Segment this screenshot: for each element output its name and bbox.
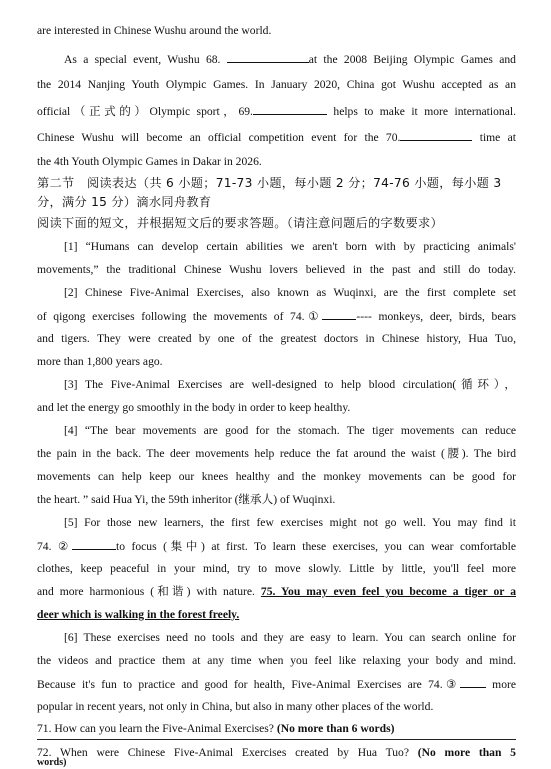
answer-blank-70[interactable] bbox=[400, 130, 472, 141]
text-line: [5] For those new learners, the first few exercises might not go well. You may find it bbox=[64, 516, 516, 529]
text-span: 74. ② bbox=[37, 540, 72, 553]
text-line: the pain in the back. The deer movements help reduce the fat around the waist (腰). The bird bbox=[37, 447, 516, 460]
answer-line-71[interactable] bbox=[37, 739, 516, 740]
text-line: the videos and practice them at any time when you feel like relaxing your body and mind. bbox=[37, 654, 516, 667]
text-span: Chinese Wushu will become an official competition event for the 70. bbox=[37, 131, 401, 144]
answer-blank-68[interactable] bbox=[227, 52, 309, 63]
section-heading: 第二节 阅读表达（共 6 小题；71-73 小题，每小题 2 分；74-76 小题，每小题 3 bbox=[37, 176, 502, 190]
question-text: 72. When were Chinese Five-Animal Exercises created by Hua Tuo? bbox=[37, 746, 409, 759]
text-line: are interested in Chinese Wushu around the world. bbox=[37, 24, 272, 37]
text-span: time at bbox=[479, 131, 516, 144]
text-line: [1] “Humans can develop certain abilities we aren't born with by practicing animals' bbox=[64, 240, 516, 253]
section-heading: 分，满分 15 分）滴水同舟教育 bbox=[37, 195, 212, 209]
text-line bbox=[37, 309, 516, 323]
text-line: [3] The Five-Animal Exercises are well-designed to help blood circulation(循环）， bbox=[64, 378, 516, 391]
word-limit: (No more than 5 bbox=[417, 746, 516, 759]
text-span: more bbox=[492, 678, 516, 691]
text-line: the 4th Youth Olympic Games in Dakar in 2026. bbox=[37, 155, 262, 168]
text-line bbox=[37, 104, 516, 118]
answer-blank-74-3[interactable] bbox=[460, 677, 486, 688]
instructions: 阅读下面的短文，并根据短文后的要求答题。（请注意问题后的字数要求） bbox=[37, 216, 443, 230]
text-span: official（正式的）Olympic sport，69. bbox=[37, 105, 253, 118]
question-72 bbox=[37, 746, 516, 759]
text-span: at the 2008 Beijing Olympic Games and bbox=[308, 53, 516, 66]
text-line: the 2014 Nanjing Youth Olympic Games. In January 2020, China got Wushu accepted as an bbox=[37, 78, 516, 91]
text-line: movements,” the traditional Chinese Wushu lovers believed in the past and still do today. bbox=[37, 263, 516, 276]
answer-blank-74-1[interactable] bbox=[322, 309, 356, 320]
translation-sentence: 75. You may even feel you become a tiger or a bbox=[260, 585, 516, 598]
text-line bbox=[37, 130, 516, 144]
text-line: popular in recent years, not only in China, but also in many other places of the world. bbox=[37, 700, 434, 713]
question-71 bbox=[37, 722, 395, 736]
text-span: and more harmonious (和谐) with nature. bbox=[37, 585, 255, 598]
text-line: [6] These exercises need no tools and they are easy to learn. You can search online for bbox=[64, 631, 516, 644]
text-line bbox=[64, 52, 516, 66]
text-line: clothes, keep peaceful in your mind, try to move slowly. Little by little, you'll feel more bbox=[37, 562, 516, 575]
text-line bbox=[37, 677, 516, 691]
answer-blank-74-2[interactable] bbox=[72, 539, 116, 550]
text-line: and tigers. They were created by one of the greatest doctors in Chinese history, Hua Tuo, bbox=[37, 332, 516, 345]
text-span: helps to make it more international. bbox=[333, 105, 516, 118]
question-text: 71. How can you learn the Five-Animal Exercises? bbox=[37, 722, 274, 735]
text-span: Because it's fun to practice and good for health, Five-Animal Exercises are 74.③ bbox=[37, 678, 460, 691]
text-span: to focus (集中) at first. To learn these exercises, you can wear comfortable bbox=[115, 540, 516, 553]
text-line: and let the energy go smoothly in the body in order to keep healthy. bbox=[37, 401, 351, 414]
text-line: [2] Chinese Five-Animal Exercises, also known as Wuqinxi, are the first complete set bbox=[64, 286, 516, 299]
word-limit-continued: words) bbox=[37, 757, 67, 768]
text-span: of qigong exercises following the movements of 74.① bbox=[37, 310, 323, 323]
text-line: movements can help keep our knees healthy and the monkey movements can be good for bbox=[37, 470, 516, 483]
text-span: ---- monkeys, deer, birds, bears bbox=[356, 310, 516, 323]
word-limit: (No more than 6 words) bbox=[276, 722, 395, 735]
text-line: the heart. ” said Hua Yi, the 59th inheritor (继承人) of Wuqinxi. bbox=[37, 493, 336, 506]
answer-blank-69[interactable] bbox=[253, 104, 327, 115]
translation-sentence: deer which is walking in the forest freely. bbox=[37, 608, 240, 621]
text-span: As a special event, Wushu 68. bbox=[64, 53, 221, 66]
text-line: [4] “The bear movements are good for the stomach. The tiger movements can reduce bbox=[64, 424, 516, 437]
text-line bbox=[37, 539, 516, 553]
text-line: more than 1,800 years ago. bbox=[37, 355, 163, 368]
text-line bbox=[37, 585, 516, 599]
